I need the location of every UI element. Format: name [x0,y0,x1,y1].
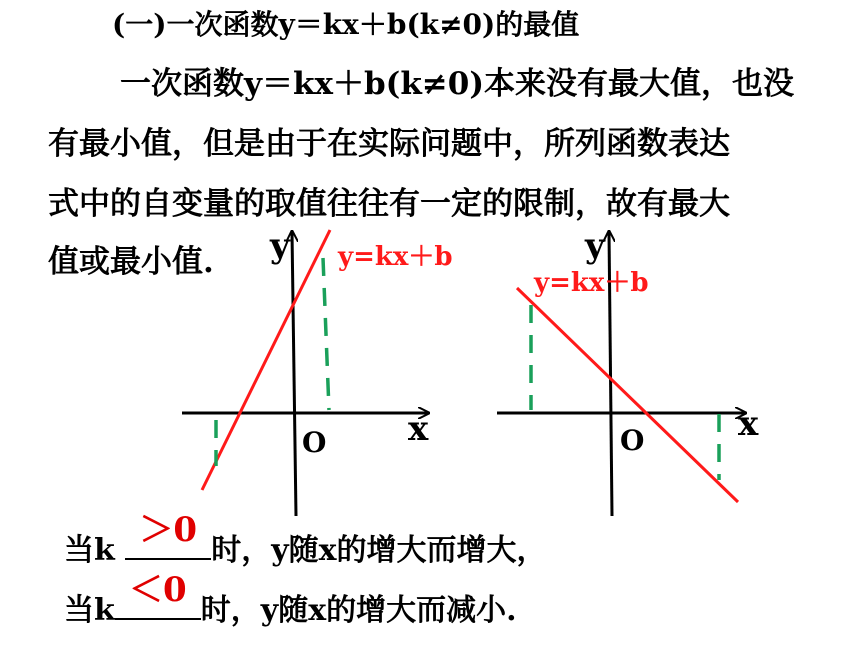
right-decreasing-line [517,288,738,502]
left-upper-bound-dash [323,258,329,410]
conclusion-2-prefix: 当k [64,593,115,628]
section-heading: (一)一次函数y＝kx＋b(k≠0)的最值 [112,8,580,41]
right-y-label: y [585,226,605,266]
answer-positive: ＞0 [139,510,198,550]
conclusion-1-suffix: 时，y随x的增大而增大， [211,533,547,568]
conclusion-2-suffix: 时，y随x的增大而减小. [200,593,517,628]
answer-negative: ＜0 [128,570,187,610]
graph-right [497,226,759,516]
paragraph-line-1: 一次函数y＝kx＋b(k≠0)本来没有最大值，也没 [120,66,795,102]
right-x-label: x [738,404,759,444]
conclusion-increasing [64,510,547,571]
left-x-label: x [408,409,429,449]
conclusion-decreasing [64,570,517,631]
left-y-label: y [270,226,290,266]
left-line-label: y=kx＋b [338,242,453,272]
right-origin-label: O [620,424,645,457]
answer-blank-1 [125,510,211,560]
left-origin-label: O [302,426,327,459]
conclusion-1-prefix: 当k [64,533,126,568]
right-line-label: y=kx＋b [534,268,649,298]
graph-left [182,226,453,516]
paragraph-line-4: 值或最小值. [48,244,214,280]
paragraph-line-2: 有最小值，但是由于在实际问题中，所列函数表达 [48,126,730,162]
left-y-axis [292,232,296,516]
paragraph-line-3: 式中的自变量的取值往往有一定的限制，故有最大 [48,186,730,222]
answer-blank-2 [115,570,201,620]
